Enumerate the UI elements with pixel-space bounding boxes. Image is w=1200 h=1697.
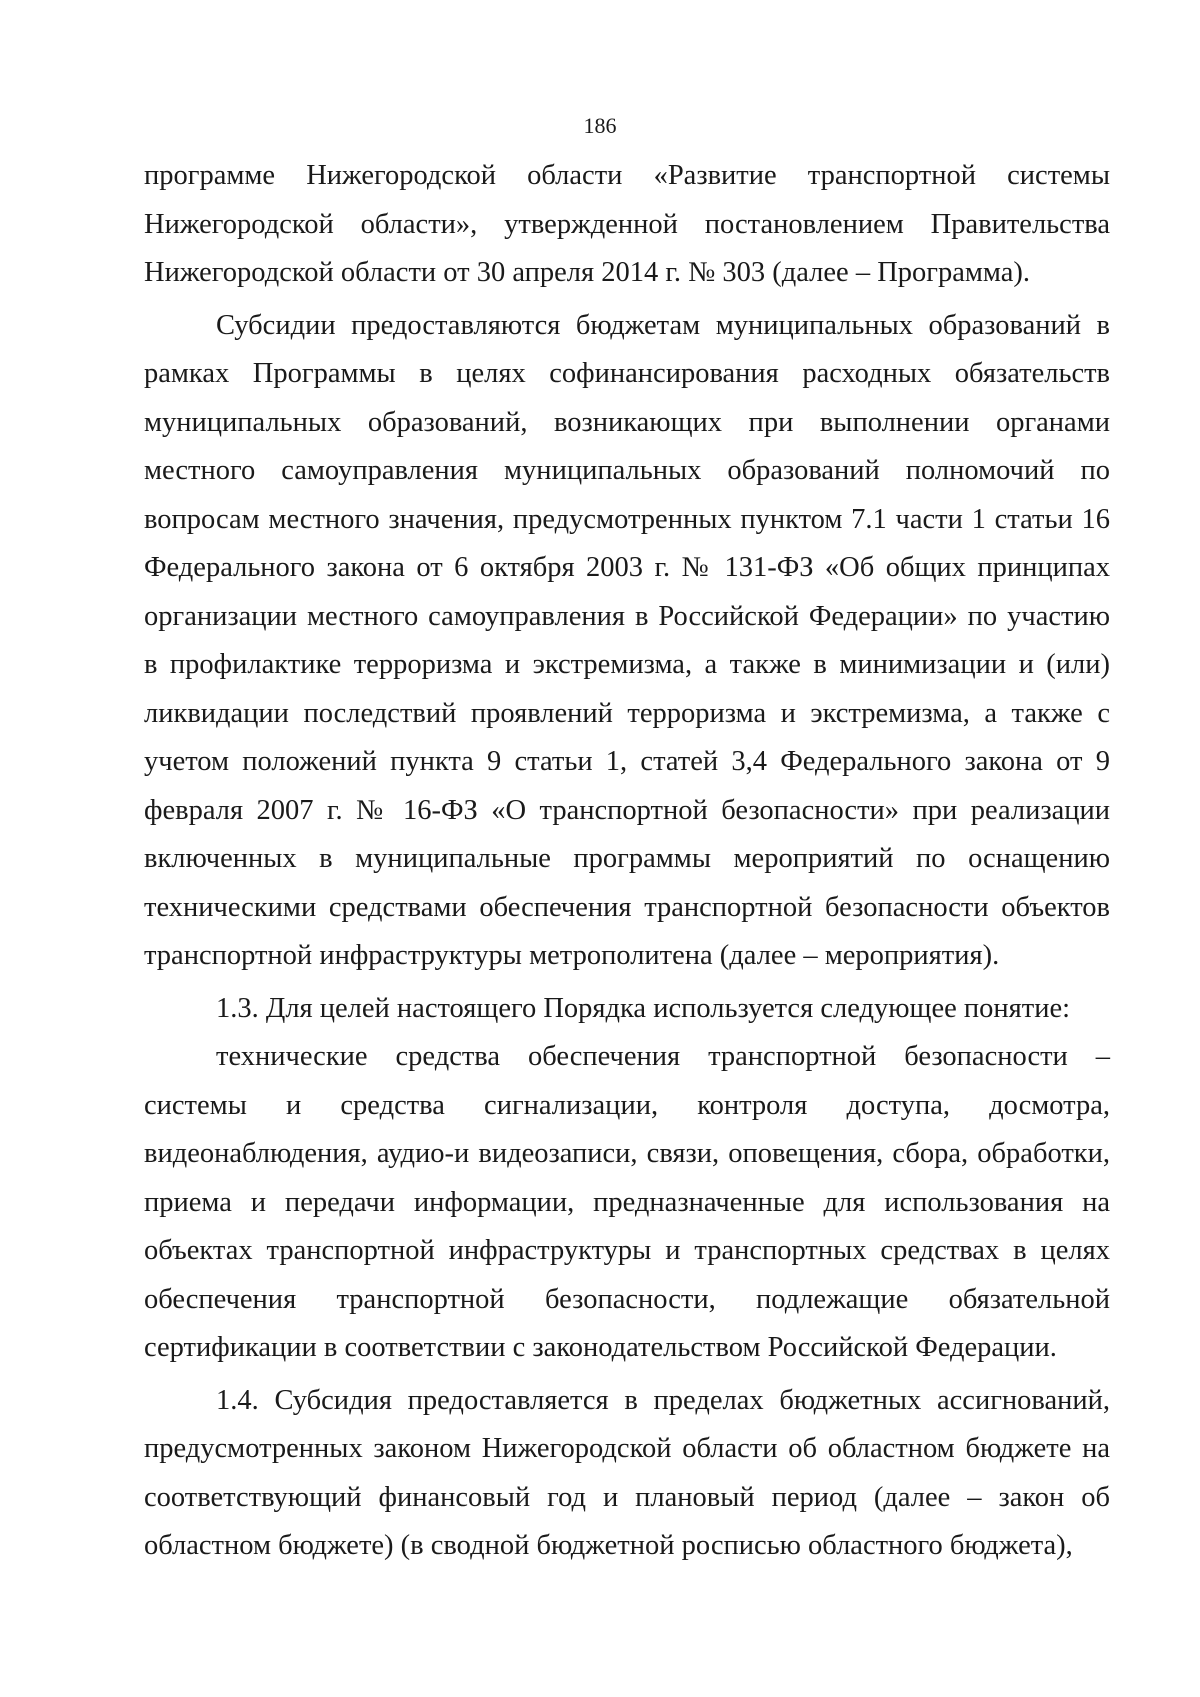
paragraph-1-3: 1.3. Для целей настоящего Порядка используется следующее понятие: — [216, 992, 1071, 1024]
paragraph-subsidies: Субсидии предоставляются бюджетам муниципальных образований в рамках Программы в целях софинансирования расходных обязательств муниципальных образований, возникающих при выполнении органами местного самоуправления муниципальных образований полномочий по вопросам местного значения, предусмотренных пунктом 7.1 части 1 статьи 16 Федерального закона от 6 октября 2003 г. № 131-ФЗ «Об общих принципах организации местного самоуправления в Российской Федерации» по участию в профилактике терроризма и экстремизма, а также в минимизации и (или) ликвидации последствий проявлений терроризма и экстремизма, а также с учетом положений пункта 9 статьи 1, статей 3,4 Федерального закона от 9 февраля 2007 г. № 16-ФЗ «О транспортной безопасности» при реализации включенных в муниципальные программы мероприятий по оснащению техническими средствами обеспечения транспортной безопасности объектов транспортной инфраструктуры метрополитена (далее – мероприятия). — [144, 309, 1110, 971]
document-body — [144, 152, 1110, 1575]
paragraph-technical-means-definition: технические средства обеспечения транспортной безопасности – системы и средства сигнализации, контроля доступа, досмотра, видеонаблюдения, аудио-и видеозаписи, связи, оповещения, сбора, обработки, приема и передачи информации, предназначенные для использования на объектах транспортной инфраструктуры и транспортных средствах в целях обеспечения транспортной безопасности, подлежащие обязательной сертификации в соответствии с законодательством Российской Федерации. — [144, 1041, 1110, 1363]
page-number: 186 — [583, 113, 617, 138]
paragraph-1-4: 1.4. Субсидия предоставляется в пределах бюджетных ассигнований, предусмотренных законом Нижегородской области об областном бюджете на соответствующий финансовый год и плановый период (далее – закон об областном бюджете) (в сводной бюджетной росписью областного бюджета), — [144, 1384, 1110, 1561]
paragraph-program-reference: программе Нижегородской области «Развитие транспортной системы Нижегородской области», утвержденной постановлением Правительства Нижегородской области от 30 апреля 2014 г. № 303 (далее – Программа). — [144, 160, 1110, 288]
